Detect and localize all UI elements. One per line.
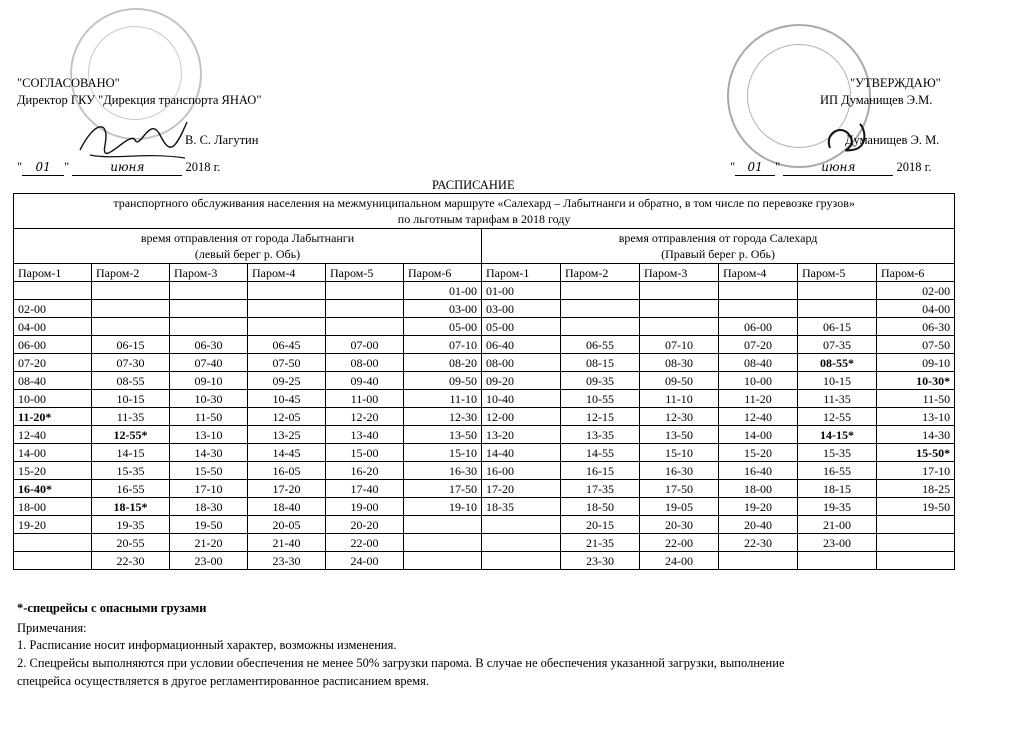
table-cell: 14-40	[482, 444, 561, 462]
table-cell: 15-35	[798, 444, 877, 462]
table-cell	[14, 552, 92, 570]
table-cell: 07-30	[92, 354, 170, 372]
table-cell: 16-40	[719, 462, 798, 480]
table-cell: 18-25	[877, 480, 955, 498]
table-cell: 12-05	[248, 408, 326, 426]
table-cell: 13-40	[326, 426, 404, 444]
table-cell: 18-50	[561, 498, 640, 516]
column-header: Паром-4	[719, 264, 798, 282]
table-cell	[798, 282, 877, 300]
column-header: Паром-6	[877, 264, 955, 282]
table-row	[14, 282, 955, 300]
table-cell: 09-40	[326, 372, 404, 390]
table-cell: 16-20	[326, 462, 404, 480]
table-cell: 08-20	[404, 354, 482, 372]
table-cell: 20-40	[719, 516, 798, 534]
table-cell	[326, 282, 404, 300]
table-cell	[798, 300, 877, 318]
notes-title: Примечания:	[17, 621, 87, 635]
table-cell: 24-00	[326, 552, 404, 570]
table-cell: 15-10	[640, 444, 719, 462]
right-approval-date	[730, 160, 931, 176]
table-cell: 15-20	[719, 444, 798, 462]
table-cell: 04-00	[877, 300, 955, 318]
table-cell: 10-30	[170, 390, 248, 408]
table-cell: 16-55	[92, 480, 170, 498]
table-cell: 08-30	[640, 354, 719, 372]
table-row	[14, 408, 955, 426]
table-cell: 12-55	[798, 408, 877, 426]
table-row	[14, 300, 955, 318]
table-cell: 18-30	[170, 498, 248, 516]
table-cell: 19-50	[877, 498, 955, 516]
table-cell: 19-05	[640, 498, 719, 516]
table-cell: 14-45	[248, 444, 326, 462]
right-date-year: 2018 г.	[896, 160, 932, 174]
table-cell: 23-00	[170, 552, 248, 570]
table-cell: 12-30	[640, 408, 719, 426]
column-header: Паром-2	[561, 264, 640, 282]
table-cell: 18-35	[482, 498, 561, 516]
table-cell: 18-15	[798, 480, 877, 498]
table-cell: 08-40	[14, 372, 92, 390]
table-cell: 01-00	[482, 282, 561, 300]
table-cell: 09-10	[170, 372, 248, 390]
table-cell: 16-00	[482, 462, 561, 480]
table-cell: 15-00	[326, 444, 404, 462]
table-cell	[248, 318, 326, 336]
column-header: Паром-4	[248, 264, 326, 282]
table-cell: 06-40	[482, 336, 561, 354]
table-cell: 13-35	[561, 426, 640, 444]
table-cell: 20-20	[326, 516, 404, 534]
table-cell	[92, 282, 170, 300]
table-cell	[248, 282, 326, 300]
table-row	[14, 462, 955, 480]
right-date-month: июня	[783, 160, 893, 176]
table-cell	[877, 516, 955, 534]
left-bank-header	[14, 229, 482, 264]
table-cell: 19-20	[719, 498, 798, 516]
table-cell: 16-05	[248, 462, 326, 480]
table-cell: 22-30	[719, 534, 798, 552]
table-cell	[170, 300, 248, 318]
table-cell	[482, 516, 561, 534]
table-cell: 06-00	[14, 336, 92, 354]
left-approval-name: В. С. Лагутин	[185, 133, 259, 147]
right-date-close-quote: "	[775, 160, 781, 174]
table-cell: 16-40*	[14, 480, 92, 498]
table-cell: 10-45	[248, 390, 326, 408]
table-cell: 12-30	[404, 408, 482, 426]
table-cell: 17-35	[561, 480, 640, 498]
table-cell: 22-30	[92, 552, 170, 570]
table-cell	[719, 300, 798, 318]
table-cell: 14-30	[170, 444, 248, 462]
table-cell	[92, 318, 170, 336]
table-cell: 11-10	[404, 390, 482, 408]
table-cell	[248, 300, 326, 318]
table-cell: 06-30	[877, 318, 955, 336]
table-cell: 09-25	[248, 372, 326, 390]
left-date-month: июня	[72, 160, 182, 176]
table-cell: 17-40	[326, 480, 404, 498]
table-cell: 08-00	[326, 354, 404, 372]
table-cell: 18-15*	[92, 498, 170, 516]
table-cell	[877, 534, 955, 552]
note-2-line-2: спецрейса осуществляется в другое регламентированное расписанием время.	[17, 674, 429, 688]
table-cell	[14, 534, 92, 552]
right-bank-header-line-1: время отправления от города Салехард	[618, 231, 818, 245]
table-cell: 17-10	[170, 480, 248, 498]
column-header: Паром-3	[170, 264, 248, 282]
table-cell: 18-40	[248, 498, 326, 516]
table-cell: 07-40	[170, 354, 248, 372]
table-cell: 06-15	[798, 318, 877, 336]
table-cell: 12-00	[482, 408, 561, 426]
table-cell: 20-05	[248, 516, 326, 534]
column-header: Паром-1	[14, 264, 92, 282]
table-cell: 10-00	[14, 390, 92, 408]
table-cell	[326, 318, 404, 336]
table-cell: 08-55*	[798, 354, 877, 372]
table-row	[14, 318, 955, 336]
table-row	[14, 426, 955, 444]
subtitle-line-1: транспортного обслуживания населения на межмуниципальном маршруте «Салехард – Лабытнанги и обратно, в том числе по перевозке грузов»	[113, 196, 855, 210]
table-cell: 15-35	[92, 462, 170, 480]
table-cell	[404, 552, 482, 570]
table-cell: 05-00	[482, 318, 561, 336]
table-cell: 11-00	[326, 390, 404, 408]
table-cell	[404, 516, 482, 534]
table-cell: 11-35	[798, 390, 877, 408]
table-cell: 09-50	[640, 372, 719, 390]
table-cell: 13-25	[248, 426, 326, 444]
table-cell: 07-50	[877, 336, 955, 354]
table-cell: 07-10	[640, 336, 719, 354]
table-cell: 18-00	[719, 480, 798, 498]
table-cell: 20-15	[561, 516, 640, 534]
table-cell	[14, 282, 92, 300]
table-cell: 13-20	[482, 426, 561, 444]
table-cell: 10-30*	[877, 372, 955, 390]
table-cell: 21-00	[798, 516, 877, 534]
table-cell	[798, 552, 877, 570]
table-cell: 05-00	[404, 318, 482, 336]
table-cell: 17-20	[248, 480, 326, 498]
table-cell: 20-30	[640, 516, 719, 534]
table-cell: 15-50	[170, 462, 248, 480]
table-cell: 18-00	[14, 498, 92, 516]
table-cell	[482, 534, 561, 552]
table-cell: 19-00	[326, 498, 404, 516]
table-cell: 09-35	[561, 372, 640, 390]
table-row	[14, 354, 955, 372]
table-cell: 17-50	[640, 480, 719, 498]
table-cell: 06-15	[92, 336, 170, 354]
table-cell: 14-15*	[798, 426, 877, 444]
table-cell: 06-45	[248, 336, 326, 354]
table-cell: 13-50	[640, 426, 719, 444]
table-cell	[719, 552, 798, 570]
table-row	[14, 444, 955, 462]
column-header: Паром-5	[798, 264, 877, 282]
table-cell: 23-30	[248, 552, 326, 570]
table-cell: 10-15	[92, 390, 170, 408]
table-cell: 06-00	[719, 318, 798, 336]
table-cell: 12-40	[14, 426, 92, 444]
subtitle-line-2: по льготным тарифам в 2018 году	[397, 212, 571, 226]
table-cell: 15-50*	[877, 444, 955, 462]
table-cell: 09-50	[404, 372, 482, 390]
table-cell: 24-00	[640, 552, 719, 570]
table-cell: 12-40	[719, 408, 798, 426]
schedule-body	[14, 282, 955, 570]
table-cell	[640, 300, 719, 318]
table-cell: 07-50	[248, 354, 326, 372]
table-row	[14, 498, 955, 516]
table-row	[14, 390, 955, 408]
left-date-year: 2018 г.	[185, 160, 221, 174]
table-cell	[482, 552, 561, 570]
table-cell: 03-00	[404, 300, 482, 318]
left-date-close-quote: "	[64, 160, 70, 174]
table-cell: 17-20	[482, 480, 561, 498]
table-cell: 08-55	[92, 372, 170, 390]
table-cell: 07-20	[719, 336, 798, 354]
table-cell: 07-00	[326, 336, 404, 354]
table-cell: 07-10	[404, 336, 482, 354]
column-header: Паром-6	[404, 264, 482, 282]
column-header-row	[14, 264, 955, 282]
left-date-day: 01	[22, 160, 64, 176]
table-cell: 14-00	[719, 426, 798, 444]
table-cell	[640, 318, 719, 336]
table-cell: 11-50	[170, 408, 248, 426]
table-cell: 22-00	[326, 534, 404, 552]
table-cell: 17-50	[404, 480, 482, 498]
column-header: Паром-2	[92, 264, 170, 282]
left-approval-position: Директор ГКУ "Дирекция транспорта ЯНАО"	[17, 93, 262, 107]
table-cell: 12-55*	[92, 426, 170, 444]
table-row	[14, 534, 955, 552]
table-cell: 11-50	[877, 390, 955, 408]
right-date-open-quote: "	[730, 160, 736, 174]
table-cell	[719, 282, 798, 300]
table-cell	[877, 552, 955, 570]
table-cell: 21-20	[170, 534, 248, 552]
table-cell: 12-15	[561, 408, 640, 426]
note-2-line-1: 2. Спецрейсы выполняются при условии обеспечения не менее 50% загрузки парома. В случае не обеспечения указанной загрузки, выполнение	[17, 656, 785, 670]
table-cell: 08-40	[719, 354, 798, 372]
special-trips-note: *-спецрейсы с опасными грузами	[17, 601, 207, 615]
left-date-open-quote: "	[17, 160, 23, 174]
table-cell	[561, 318, 640, 336]
subtitle-row	[14, 194, 955, 229]
table-cell: 14-00	[14, 444, 92, 462]
table-cell: 15-20	[14, 462, 92, 480]
table-cell: 13-10	[170, 426, 248, 444]
table-cell: 23-30	[561, 552, 640, 570]
table-row	[14, 372, 955, 390]
table-cell: 19-20	[14, 516, 92, 534]
table-cell: 20-55	[92, 534, 170, 552]
right-bank-header-line-2: (Правый берег р. Обь)	[661, 247, 776, 261]
table-cell: 12-20	[326, 408, 404, 426]
table-cell: 02-00	[877, 282, 955, 300]
table-cell: 09-10	[877, 354, 955, 372]
table-cell: 01-00	[404, 282, 482, 300]
table-cell: 09-20	[482, 372, 561, 390]
note-1: 1. Расписание носит информационный характер, возможны изменения.	[17, 638, 397, 652]
schedule-subtitle	[14, 194, 955, 229]
left-bank-header-line-1: время отправления от города Лабытнанги	[140, 231, 355, 245]
table-row	[14, 552, 955, 570]
table-cell: 14-55	[561, 444, 640, 462]
table-cell: 10-15	[798, 372, 877, 390]
table-cell: 16-15	[561, 462, 640, 480]
table-cell: 11-20	[719, 390, 798, 408]
table-cell: 08-15	[561, 354, 640, 372]
table-cell: 23-00	[798, 534, 877, 552]
right-approval-position: ИП Думанищев Э.М.	[820, 93, 933, 107]
table-cell	[561, 282, 640, 300]
table-cell: 07-20	[14, 354, 92, 372]
table-cell: 14-15	[92, 444, 170, 462]
column-header: Паром-3	[640, 264, 719, 282]
table-cell	[170, 282, 248, 300]
direction-header-row	[14, 229, 955, 264]
table-cell	[561, 300, 640, 318]
table-cell: 11-35	[92, 408, 170, 426]
table-cell: 13-10	[877, 408, 955, 426]
table-cell: 11-20*	[14, 408, 92, 426]
table-cell: 07-35	[798, 336, 877, 354]
right-bank-header	[482, 229, 955, 264]
table-cell: 10-00	[719, 372, 798, 390]
table-cell: 19-50	[170, 516, 248, 534]
table-cell: 14-30	[877, 426, 955, 444]
table-cell: 11-10	[640, 390, 719, 408]
table-cell	[404, 534, 482, 552]
table-row	[14, 480, 955, 498]
table-cell: 06-30	[170, 336, 248, 354]
table-cell: 02-00	[14, 300, 92, 318]
table-cell	[640, 282, 719, 300]
table-row	[14, 516, 955, 534]
right-approval-heading: "УТВЕРЖДАЮ"	[850, 76, 941, 90]
table-cell: 21-40	[248, 534, 326, 552]
table-cell: 16-55	[798, 462, 877, 480]
table-cell: 03-00	[482, 300, 561, 318]
right-approval-name: Думанищев Э. М.	[845, 133, 940, 147]
table-cell	[92, 300, 170, 318]
table-cell: 19-35	[798, 498, 877, 516]
table-cell: 04-00	[14, 318, 92, 336]
table-cell: 21-35	[561, 534, 640, 552]
table-cell: 15-10	[404, 444, 482, 462]
table-cell: 16-30	[404, 462, 482, 480]
table-cell	[170, 318, 248, 336]
table-cell: 19-10	[404, 498, 482, 516]
table-cell: 19-35	[92, 516, 170, 534]
table-row	[14, 336, 955, 354]
table-cell: 06-55	[561, 336, 640, 354]
table-cell	[326, 300, 404, 318]
schedule-title: РАСПИСАНИЕ	[432, 178, 515, 192]
column-header: Паром-5	[326, 264, 404, 282]
table-cell: 10-40	[482, 390, 561, 408]
table-cell: 17-10	[877, 462, 955, 480]
left-approval-heading: "СОГЛАСОВАНО"	[17, 76, 120, 90]
table-cell: 10-55	[561, 390, 640, 408]
schedule-table	[13, 193, 955, 570]
table-cell: 13-50	[404, 426, 482, 444]
table-cell: 22-00	[640, 534, 719, 552]
left-bank-header-line-2: (левый берег р. Обь)	[194, 247, 301, 261]
column-header: Паром-1	[482, 264, 561, 282]
left-approval-date	[17, 160, 220, 176]
right-date-day: 01	[735, 160, 775, 176]
table-cell: 16-30	[640, 462, 719, 480]
table-cell: 08-00	[482, 354, 561, 372]
